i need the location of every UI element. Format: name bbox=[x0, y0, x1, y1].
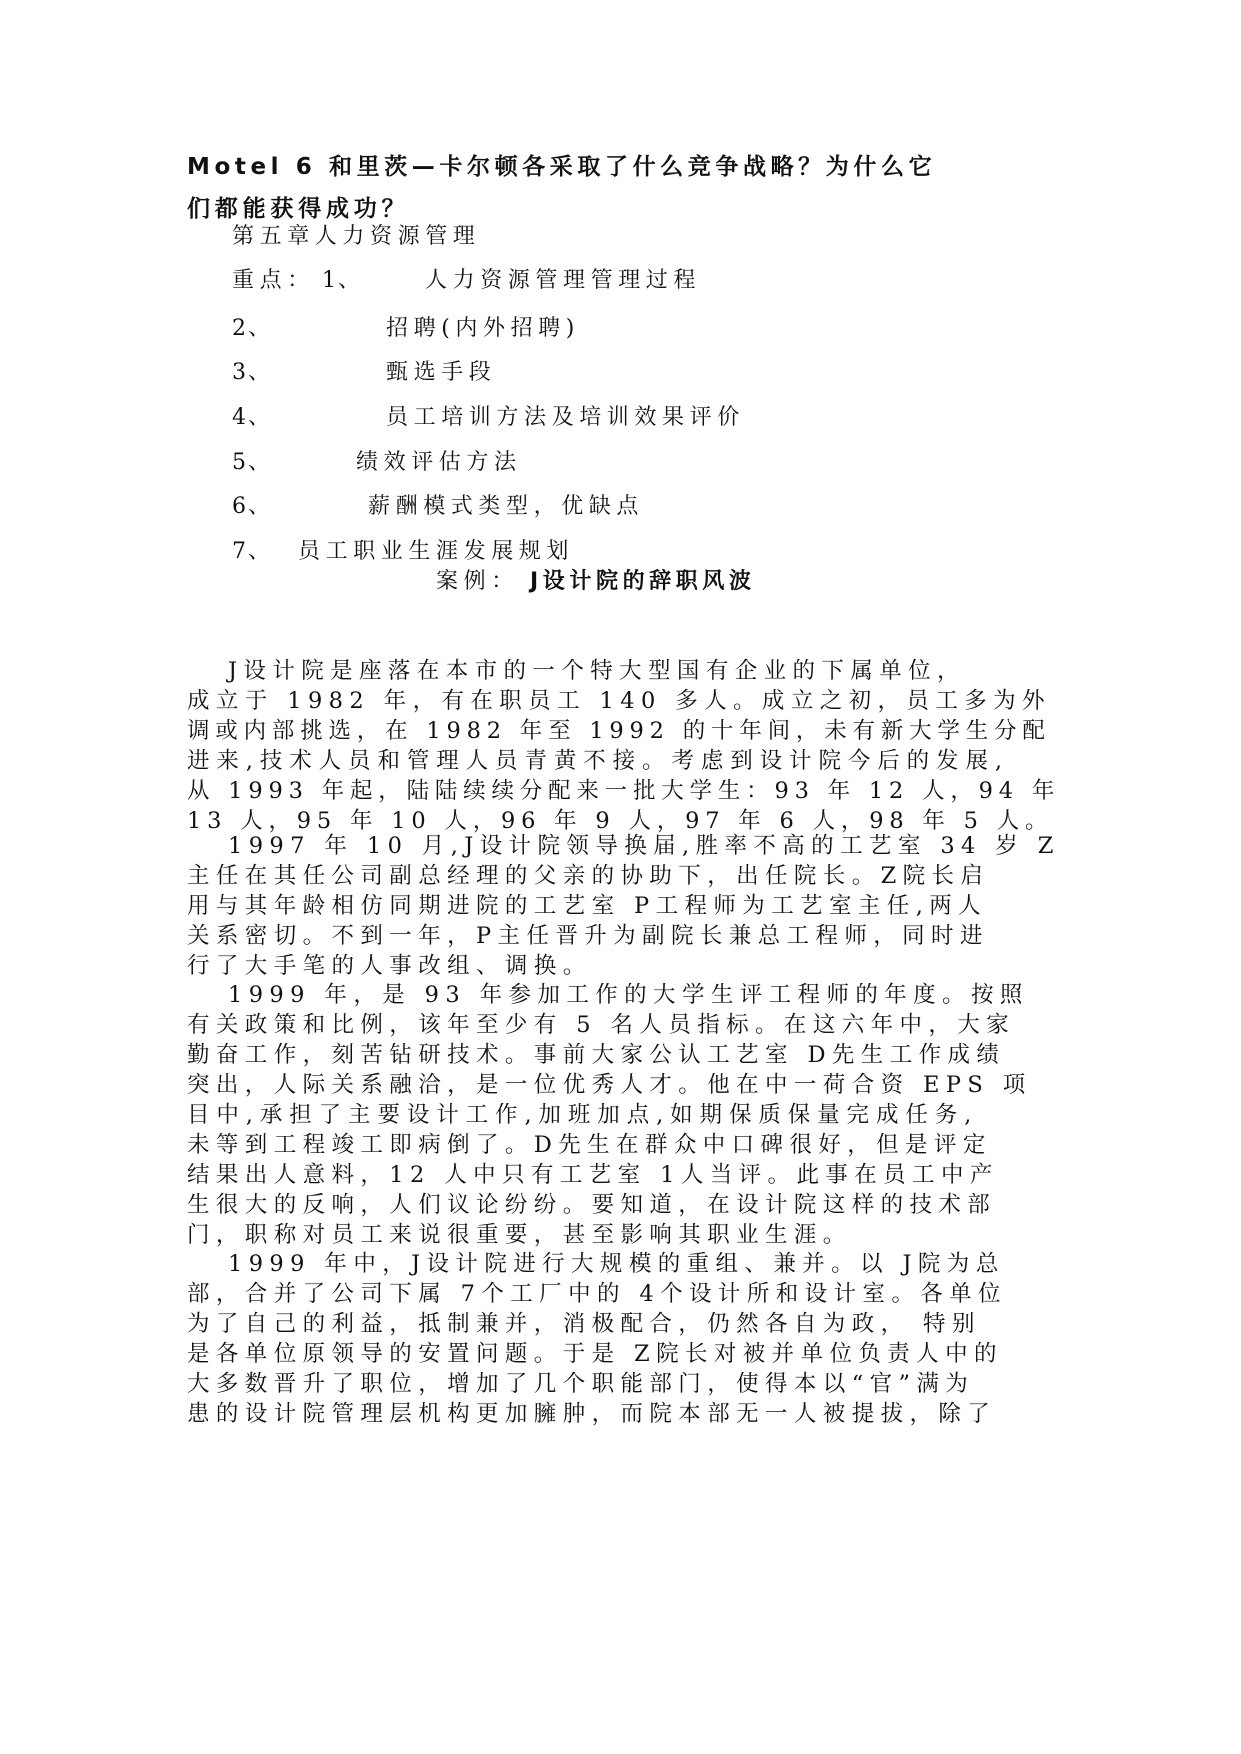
body-line: 关系密切。不到一年，P主任晋升为副院长兼总工程师，同时进 bbox=[187, 923, 989, 949]
question-line-1: Motel 6 和里茨—卡尔顿各采取了什么竞争战略？为什么它 bbox=[187, 154, 937, 180]
body-line: 勤奋工作，刻苦钻研技术。事前大家公认工艺室 D先生工作成绩 bbox=[187, 1042, 1006, 1068]
body-line: 生很大的反响，人们议论纷纷。要知道，在设计院这样的技术部 bbox=[187, 1192, 997, 1218]
key-point-text: 绩效评估方法 bbox=[356, 450, 522, 475]
key-point-number: 5、 bbox=[232, 450, 272, 475]
case-label: 案例： bbox=[436, 569, 519, 594]
body-line: 从 1993 年起，陆陆续续分配来一批大学生：93 年 12 人，94 年 bbox=[187, 778, 1061, 804]
body-line: 目中,承担了主要设计工作,加班加点,如期保质保量完成任务, bbox=[187, 1102, 979, 1128]
case-title: J设计院的辞职风波 bbox=[530, 569, 756, 594]
body-line: 成立于 1982 年，有在职员工 140 多人。成立之初，员工多为外 bbox=[187, 688, 1051, 714]
key-point-text: 甄选手段 bbox=[386, 360, 497, 385]
key-point-text: 员工职业生涯发展规划 bbox=[298, 539, 575, 564]
body-line: 突出，人际关系融洽，是一位优秀人才。他在中一荷合资 EPS 项 bbox=[187, 1072, 1032, 1098]
key-point-number: 7、 bbox=[232, 539, 272, 564]
body-line: 门，职称对员工来说很重要，甚至影响其职业生涯。 bbox=[187, 1222, 852, 1248]
body-line: 部，合并了公司下属 7个工厂中的 4个设计所和设计室。各单位 bbox=[187, 1281, 1007, 1307]
body-line: 为了自己的利益，抵制兼并，消极配合，仍然各自为政， 特别 bbox=[187, 1311, 981, 1337]
body-line: 未等到工程竣工即病倒了。D先生在群众中口碑很好，但是评定 bbox=[187, 1132, 992, 1158]
key-point-number: 3、 bbox=[232, 360, 272, 385]
body-line: 有关政策和比例，该年至少有 5 名人员指标。在这六年中，大家 bbox=[187, 1012, 1016, 1038]
body-line: 13 人，95 年 10 人，96 年 9 人，97 年 6 人，98 年 5 人。 bbox=[187, 808, 1054, 834]
key-point-number: 4、 bbox=[232, 405, 272, 430]
question-line-2: 们都能获得成功？ bbox=[187, 196, 410, 222]
body-line: 大多数晋升了职位，增加了几个职能部门，使得本以“官”满为 bbox=[187, 1371, 975, 1397]
key-point-text: 招聘(内外招聘) bbox=[386, 316, 580, 341]
key-point-text: 员工培训方法及培训效果评价 bbox=[386, 405, 745, 430]
body-line: 行了大手笔的人事改组、调换。 bbox=[187, 953, 592, 979]
body-line: 主任在其任公司副总经理的父亲的协助下，出任院长。Z院长启 bbox=[187, 863, 990, 889]
key-points-label: 重点： bbox=[232, 268, 315, 293]
body-line: 1999 年中，J设计院进行大规模的重组、兼并。以 J院为总 bbox=[228, 1251, 1005, 1277]
body-line: 患的设计院管理层机构更加臃肿，而院本部无一人被提拔，除了 bbox=[187, 1401, 997, 1427]
key-point-text: 薪酬模式类型，优缺点 bbox=[368, 494, 645, 519]
key-point-number: 1、 bbox=[322, 268, 362, 293]
body-line: 进来,技术人员和管理人员青黄不接。考虑到设计院今后的发展, bbox=[187, 748, 1009, 774]
body-line: 1997 年 10 月,J设计院领导换届,胜率不高的工艺室 34 岁 Z bbox=[228, 833, 1060, 859]
key-point-number: 2、 bbox=[232, 316, 272, 341]
body-line: 是各单位原领导的安置问题。于是 Z院长对被并单位负责人中的 bbox=[187, 1341, 1003, 1367]
body-line: J设计院是座落在本市的一个特大型国有企业的下属单位， bbox=[228, 658, 966, 684]
key-point-text: 人力资源管理管理过程 bbox=[425, 268, 702, 293]
key-point-number: 6、 bbox=[232, 494, 272, 519]
body-line: 结果出人意料，12 人中只有工艺室 1人当评。此事在员工中产 bbox=[187, 1162, 999, 1188]
body-line: 用与其年龄相仿同期进院的工艺室 P工程师为工艺室主任,两人 bbox=[187, 893, 988, 919]
chapter-title: 第五章人力资源管理 bbox=[232, 224, 481, 249]
body-line: 1999 年，是 93 年参加工作的大学生评工程师的年度。按照 bbox=[228, 982, 1029, 1008]
body-line: 调或内部挑选，在 1982 年至 1992 的十年间，未有新大学生分配 bbox=[187, 718, 1051, 744]
